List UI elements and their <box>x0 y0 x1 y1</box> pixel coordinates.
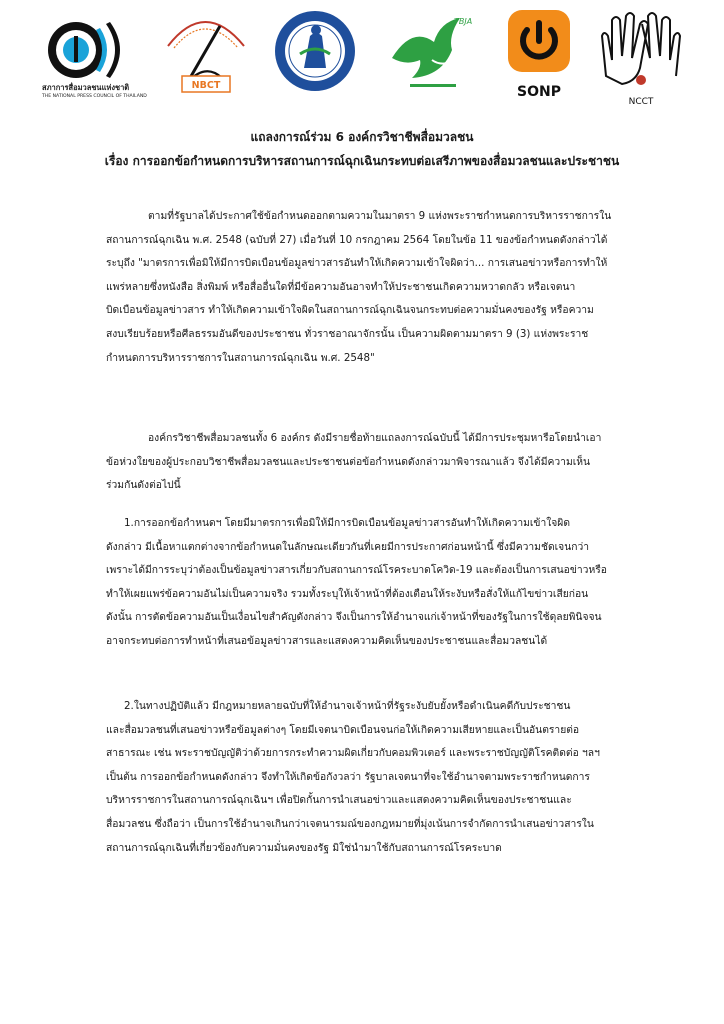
paragraph-line: เป็นต้น การออกข้อกำหนดดังกล่าว จึงทำให้เกิดข้อกังวลว่า รัฐบาลเจตนาที่จะใช้อำนาจตามพระราชกำหนดการ <box>106 770 590 783</box>
logos-row <box>30 6 694 106</box>
paragraph-line: สาธารณะ เช่น พระราชบัญญัติว่าด้วยการกระทำความผิดเกี่ยวกับคอมพิวเตอร์ และพระราชบัญญัติโรคติดต่อ ฯลฯ <box>106 747 600 760</box>
sonp-label: SONP <box>517 84 561 100</box>
statement-title: แถลงการณ์ร่วม 6 องค์กรวิชาชีพสื่อมวลชน <box>250 130 474 144</box>
sonp-power-icon <box>504 6 574 106</box>
paragraph-line: สถานการณ์ฉุกเฉินที่เกี่ยวข้องกับความมั่นคงของรัฐ มิใช่นำมาใช้กับสถานการณ์โรคระบาด <box>106 841 502 854</box>
npct-caption-english: THE NATIONAL PRESS COUNCIL OF THAILAND <box>42 94 147 99</box>
paragraph-line: ตามที่รัฐบาลได้ประกาศใช้ข้อกำหนดออกตามความในมาตรา 9 แห่งพระราชกำหนดการบริหารราชการใน <box>148 210 612 222</box>
paragraph-line: ข้อห่วงใยของผู้ประกอบวิชาชีพสื่อมวลชนและประชาชนต่อข้อกำหนดดังกล่าวมาพิจารณาแล้ว จึงได้มีความเห็น <box>106 455 591 468</box>
ncct-label: NCCT <box>628 97 654 106</box>
tbja-logo <box>382 6 482 106</box>
paragraph-point-1 <box>106 512 666 654</box>
tja-emblem-icon <box>270 6 360 96</box>
paragraph-line: องค์กรวิชาชีพสื่อมวลชนทั้ง 6 องค์กร ดังมีรายชื่อท้ายแถลงการณ์ฉบับนี้ ได้มีการประชุมหารือโดยนำเอา <box>148 432 602 444</box>
nbct-emblem-icon <box>160 6 250 101</box>
paragraph-line: บริหารราชการในสถานการณ์ฉุกเฉินฯ เพื่อปิดกั้นการนำเสนอข่าวและแสดงความคิดเห็นของประชาชนและ <box>106 794 572 807</box>
paragraph-line: กำหนดการบริหารราชการในสถานการณ์ฉุกเฉิน พ.ศ. 2548" <box>106 351 375 364</box>
paragraph-line: 1.การออกข้อกำหนดฯ โดยมีมาตรการเพื่อมิให้มีการบิดเบือนข้อมูลข่าวสารอันทำให้เกิดความเข้าใจผิด <box>124 517 571 529</box>
nbct-logo <box>160 6 250 106</box>
sonp-logo <box>504 6 574 106</box>
tbja-bird-icon <box>382 6 482 96</box>
paragraph-line: บิดเบือนข้อมูลข่าวสาร ทำให้เกิดความเข้าใจผิดในสถานการณ์ฉุกเฉินจนกระทบต่อความมั่นคงของรัฐ หรือความ <box>106 304 594 317</box>
paragraph-line: สถานการณ์ฉุกเฉิน พ.ศ. 2548 (ฉบับที่ 27) เมื่อวันที่ 10 กรกฎาคม 2564 โดยในข้อ 11 ของข้อกำหนดดังกล่าวได้ <box>106 233 608 246</box>
paragraph-2 <box>106 427 666 498</box>
paragraph-line: สื่อมวลชน ซึ่งถือว่า เป็นการใช้อำนาจเกินกว่าเจตนารมณ์ของกฎหมายที่มุ่งเน้นการจำกัดการนำเสนอข่าวสารใน <box>106 817 594 830</box>
ncct-logo <box>596 6 686 106</box>
nbct-label: NBCT <box>191 80 221 91</box>
npct-logo <box>38 6 148 106</box>
statement-subject: เรื่อง การออกข้อกำหนดการบริหารสถานการณ์ฉุกเฉินกระทบต่อเสรีภาพของสื่อมวลชนและประชาชน <box>104 154 620 168</box>
paragraph-line: ดังนั้น การตัดข้อความอันเป็นเงื่อนไขสำคัญดังกล่าว จึงเป็นการให้อำนาจแก่เจ้าหน้าที่ของรัฐในการใช้ดุลยพินิจจน <box>106 611 602 624</box>
npct-caption-thai: สภาการสื่อมวลชนแห่งชาติ <box>42 83 130 92</box>
paragraph-line: ระบุถึง "มาตรการเพื่อมิให้มีการบิดเบือนข้อมูลข่าวสารอันทำให้เกิดความเข้าใจผิดว่า... การเสนอข่าวหรือการทำให้ <box>106 257 608 270</box>
paragraph-line: อาจกระทบต่อการทำหน้าที่เสนอข้อมูลข่าวสารและแสดงความคิดเห็นของประชาชนและสื่อมวลชนได้ <box>106 634 548 647</box>
paragraph-line: แพร่หลายซึ่งหนังสือ สิ่งพิมพ์ หรือสื่ออื่นใดที่มีข้อความอันอาจทำให้ประชาชนเกิดความหวาดกลัว หรือเจตนา <box>106 280 576 293</box>
paragraph-line: ทำให้เผยแพร่ข้อความอันไม่เป็นความจริง รวมทั้งระบุให้เจ้าหน้าที่ต้องเตือนให้ระงับหรือสั่งให้แก้ไขข่าวเสียก่อน <box>106 587 589 600</box>
svg-text:TBJA: TBJA <box>454 17 473 26</box>
paragraph-1 <box>106 205 666 370</box>
paragraph-line: สงบเรียบร้อยหรือศีลธรรมอันดีของประชาชน ทั่วราชอาณาจักรนั้น เป็นความผิดตามมาตรา 9 (3) แห่งพระราช <box>106 327 589 340</box>
paragraph-line: ร่วมกันดังต่อไปนี้ <box>106 479 181 492</box>
paragraph-line: 2.ในทางปฏิบัติแล้ว มีกฎหมายหลายฉบับที่ให้อำนาจเจ้าหน้าที่รัฐระงับยับยั้งหรือดำเนินคดีกับประชาชน <box>124 700 571 712</box>
paragraph-line: เพราะได้มีการระบุว่าต้องเป็นข้อมูลข่าวสารเกี่ยวกับสถานการณ์โรคระบาดโควิด-19 และต้องเป็นการเสนอข่าวหรือ <box>106 564 607 577</box>
tja-logo <box>270 6 360 106</box>
paragraph-line: และสื่อมวลชนที่เสนอข่าวหรือข้อมูลต่างๆ โดยมีเจตนาบิดเบือนจนก่อให้เกิดความเสียหายและเป็นอันตรายต่อ <box>106 723 580 736</box>
hands-icon <box>596 6 686 106</box>
npct-emblem-icon <box>38 6 148 86</box>
paragraph-line: ดังกล่าว มีเนื้อหาแตกต่างจากข้อกำหนดในลักษณะเดียวกันที่เคยมีการประกาศก่อนหน้านี้ ซึ่งมีความชัดเจนกว่า <box>106 540 590 553</box>
paragraph-point-2 <box>106 695 666 860</box>
